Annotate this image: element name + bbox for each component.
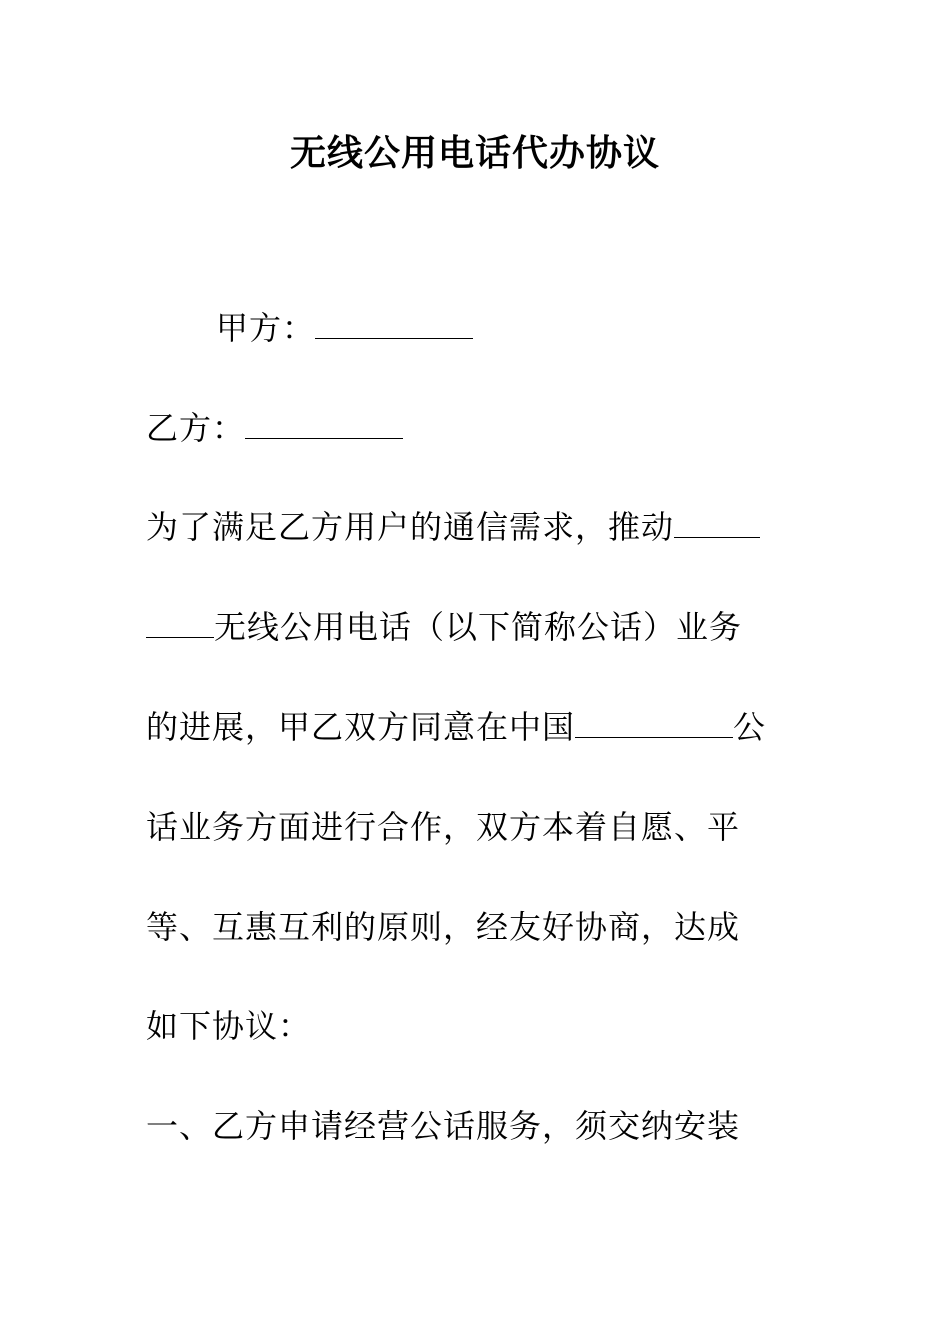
party-a-blank bbox=[315, 308, 473, 339]
paragraph-line-2 bbox=[146, 605, 742, 649]
paragraph-line-5: 等、互惠互利的原则，经友好协商，达成 bbox=[146, 908, 741, 946]
paragraph-blank-2 bbox=[146, 607, 214, 638]
party-b-line bbox=[146, 406, 403, 450]
party-a-label: 甲方： bbox=[216, 309, 316, 347]
paragraph-text-2: 无线公用电话（以下简称公话）业务 bbox=[214, 608, 743, 646]
document-title: 无线公用电话代办协议 bbox=[289, 133, 660, 174]
paragraph-text-3b: 公 bbox=[733, 708, 767, 746]
paragraph-text-3a: 的进展，甲乙双方同意在中国 bbox=[146, 708, 576, 746]
party-b-label: 乙方： bbox=[146, 409, 246, 447]
paragraph-blank-1 bbox=[674, 507, 760, 538]
paragraph-text-1: 为了满足乙方用户的通信需求，推动 bbox=[146, 508, 675, 546]
party-a-line bbox=[216, 306, 473, 350]
paragraph-line-1 bbox=[146, 505, 760, 549]
party-b-blank bbox=[245, 408, 403, 439]
paragraph-blank-3 bbox=[575, 707, 733, 738]
paragraph-line-4: 话业务方面进行合作，双方本着自愿、平 bbox=[146, 808, 741, 846]
paragraph-line-6: 如下协议： bbox=[146, 1007, 312, 1045]
paragraph-line-3 bbox=[146, 705, 766, 749]
paragraph-line-7: 一、乙方申请经营公话服务，须交纳安装 bbox=[146, 1107, 741, 1145]
